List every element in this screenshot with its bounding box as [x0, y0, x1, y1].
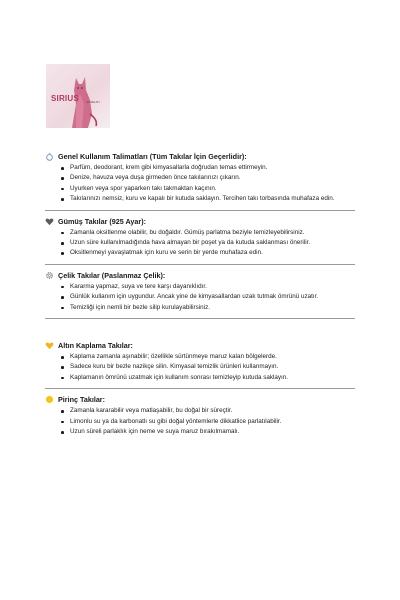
list-item: Uzun süre kullanılmadığında hava almayan bir poşet ya da kutuda saklanması önerilir. [45, 238, 355, 248]
list-item: Sadece kuru bir bezle nazikçe silin. Kimyasal temizlik ürünleri kullanmayın. [45, 362, 355, 372]
list-item: Zamanla oksitlenme olabilir, bu doğaldır. Gümüş parlatma beziyle temizleyebilirsiniz. [45, 228, 355, 238]
section-heading [45, 271, 355, 280]
list-item: Kararma yapmaz, suya ve tere karşı dayanıklıdır. [45, 282, 355, 292]
list-item: Günlük kullanım için uygundur. Ancak yine de kimyasallardan uzak tutmak ömrünü uzatır. [45, 292, 355, 302]
list-item: Oksitlenmeyi yavaşlatmak için kuru ve serin bir yerde muhafaza edin. [45, 248, 355, 258]
heart-icon [45, 217, 54, 226]
list-item: Kaplamanın ömrünü uzatmak için kullanım sonrası temizleyip kutuda saklayın. [45, 373, 355, 383]
section-title: Altın Kaplama Takılar: [58, 341, 133, 351]
divider [45, 264, 355, 265]
section-steel [45, 271, 355, 313]
list-item: Uyurken veya spor yaparken takı takmaktan kaçının. [45, 184, 355, 194]
section-silver [45, 217, 355, 259]
list-item: Parfüm, deodorant, krem gibi kimyasallarla doğrudan temas ettirmeyin. [45, 163, 355, 173]
section-heading [45, 217, 355, 226]
list-item: Limonlu su ya da karbonatlı su gibi doğal yöntemlerle dikkatlice parlatılabilir. [45, 417, 355, 427]
section-brass [45, 395, 355, 437]
item-list [45, 228, 355, 259]
section-heading [45, 341, 355, 350]
section-gold-plated [45, 341, 355, 383]
section-title: Genel Kullanım Talimatları (Tüm Takılar İçin Geçerlidir): [58, 152, 247, 161]
brand-logo [46, 64, 110, 128]
logo-sub-text: JEWELRY [86, 100, 101, 104]
list-item: Denize, havuza veya duşa girmeden önce takılarınızı çıkarın. [45, 173, 355, 183]
ring-icon [45, 152, 54, 161]
care-instructions [45, 152, 355, 438]
logo-brand-text: SIRIUS [51, 94, 79, 103]
gear-icon [45, 271, 54, 280]
list-item: Takılarınızı nemsiz, kuru ve kapalı bir kutuda saklayın. Tercihen takı torbasında muhafaza edin. [45, 194, 355, 204]
list-item: Kaplama zamanla aşınabilir; özellikle sürtünmeye maruz kalan bölgelerde. [45, 352, 355, 362]
item-list [45, 163, 355, 205]
list-item: Temizliği için nemli bir bezle silip kurulayabilirsiniz. [45, 303, 355, 313]
item-list [45, 352, 355, 383]
section-heading [45, 395, 355, 404]
section-title: Pirinç Takılar: [58, 395, 106, 405]
divider [45, 318, 355, 319]
section-title: Gümüş Takılar (925 Ayar): [58, 216, 147, 226]
section-title: Çelik Takılar (Paslanmaz Çelik): [58, 270, 166, 280]
list-item: Zamanla kararabilir veya matlaşabilir, bu doğal bir süreçtir. [45, 406, 355, 416]
list-item: Uzun süreli parlaklık için neme ve suya maruz bırakılmamalı. [45, 427, 355, 437]
divider [45, 210, 355, 211]
section-general [45, 152, 355, 205]
item-list [45, 282, 355, 313]
section-heading [45, 152, 355, 161]
gold-heart-icon [45, 341, 54, 350]
item-list [45, 406, 355, 437]
divider [45, 388, 355, 389]
yellow-circle-icon [45, 395, 54, 404]
